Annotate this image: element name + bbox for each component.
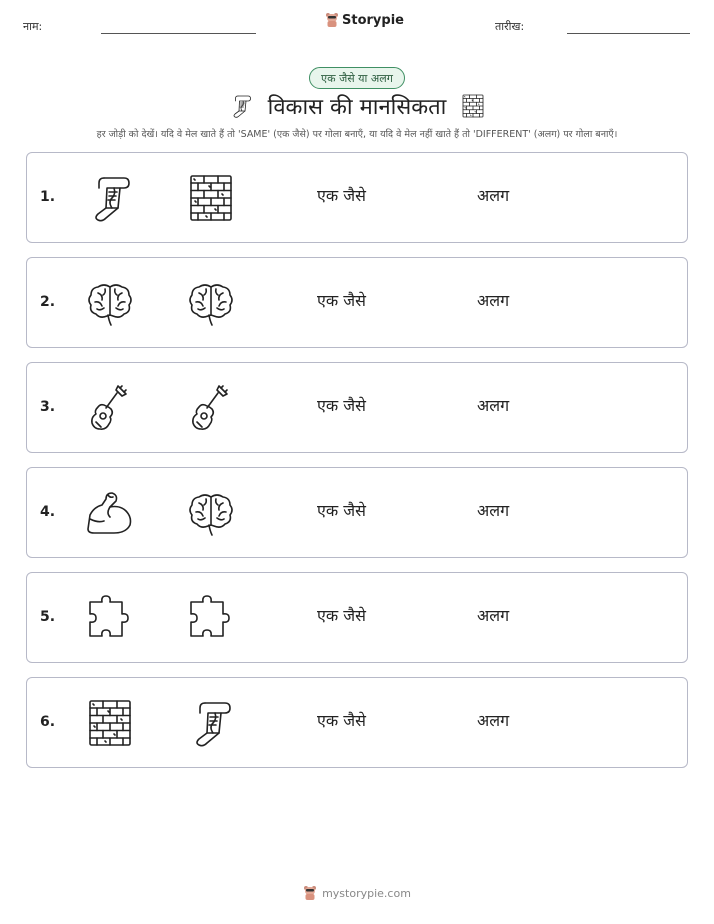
question-row <box>26 677 688 768</box>
question-number: 4. <box>40 504 56 520</box>
question-row <box>26 572 688 663</box>
scroll-icon <box>228 92 254 120</box>
different-option[interactable]: अलग <box>477 396 510 415</box>
brick-wall-icon <box>460 92 486 120</box>
question-number: 6. <box>40 714 56 730</box>
question-row <box>26 362 688 453</box>
same-option[interactable]: एक जैसे <box>317 396 366 415</box>
storypie-mascot-icon <box>303 885 317 901</box>
same-option[interactable]: एक जैसे <box>317 711 366 730</box>
different-option[interactable]: अलग <box>477 291 510 310</box>
flexed-arm-icon <box>84 487 136 539</box>
question-number: 1. <box>40 189 56 205</box>
footer-site: mystorypie.com <box>322 886 411 900</box>
puzzle-piece-icon <box>84 592 136 644</box>
date-line[interactable] <box>567 33 690 34</box>
same-option[interactable]: एक जैसे <box>317 291 366 310</box>
question-row <box>26 467 688 558</box>
question-row <box>26 257 688 348</box>
different-option[interactable]: अलग <box>477 186 510 205</box>
worksheet-type-badge: एक जैसे या अलग <box>309 67 405 89</box>
puzzle-piece-icon <box>185 592 237 644</box>
brand-logo <box>325 12 404 28</box>
same-option[interactable]: एक जैसे <box>317 501 366 520</box>
brick-wall-icon <box>84 697 136 749</box>
guitar-icon <box>84 382 136 434</box>
scroll-icon <box>84 172 136 224</box>
storypie-mascot-icon <box>325 12 339 28</box>
title-row <box>0 89 714 123</box>
different-option[interactable]: अलग <box>477 606 510 625</box>
instructions: हर जोड़ी को देखें। यदि वे मेल खाते हैं तो 'SAME' (एक जैसे) पर गोला बनाएँ, या यदि वे मेल नहीं खाते हैं तो 'DIFFERENT' (अलग) पर गोला बनाएँ। <box>96 129 618 140</box>
different-option[interactable]: अलग <box>477 711 510 730</box>
name-line[interactable] <box>101 33 256 34</box>
date-label: तारीख: <box>495 20 525 33</box>
footer <box>0 885 714 901</box>
scroll-icon <box>185 697 237 749</box>
brain-icon <box>185 487 237 539</box>
question-number: 2. <box>40 294 56 310</box>
question-row <box>26 152 688 243</box>
brick-wall-icon <box>185 172 237 224</box>
brand-name: Storypie <box>342 12 404 28</box>
brain-icon <box>185 277 237 329</box>
guitar-icon <box>185 382 237 434</box>
same-option[interactable]: एक जैसे <box>317 606 366 625</box>
question-number: 5. <box>40 609 56 625</box>
question-number: 3. <box>40 399 56 415</box>
brain-icon <box>84 277 136 329</box>
page-title: विकास की मानसिकता <box>267 95 447 120</box>
name-label: नाम: <box>23 20 43 33</box>
different-option[interactable]: अलग <box>477 501 510 520</box>
same-option[interactable]: एक जैसे <box>317 186 366 205</box>
